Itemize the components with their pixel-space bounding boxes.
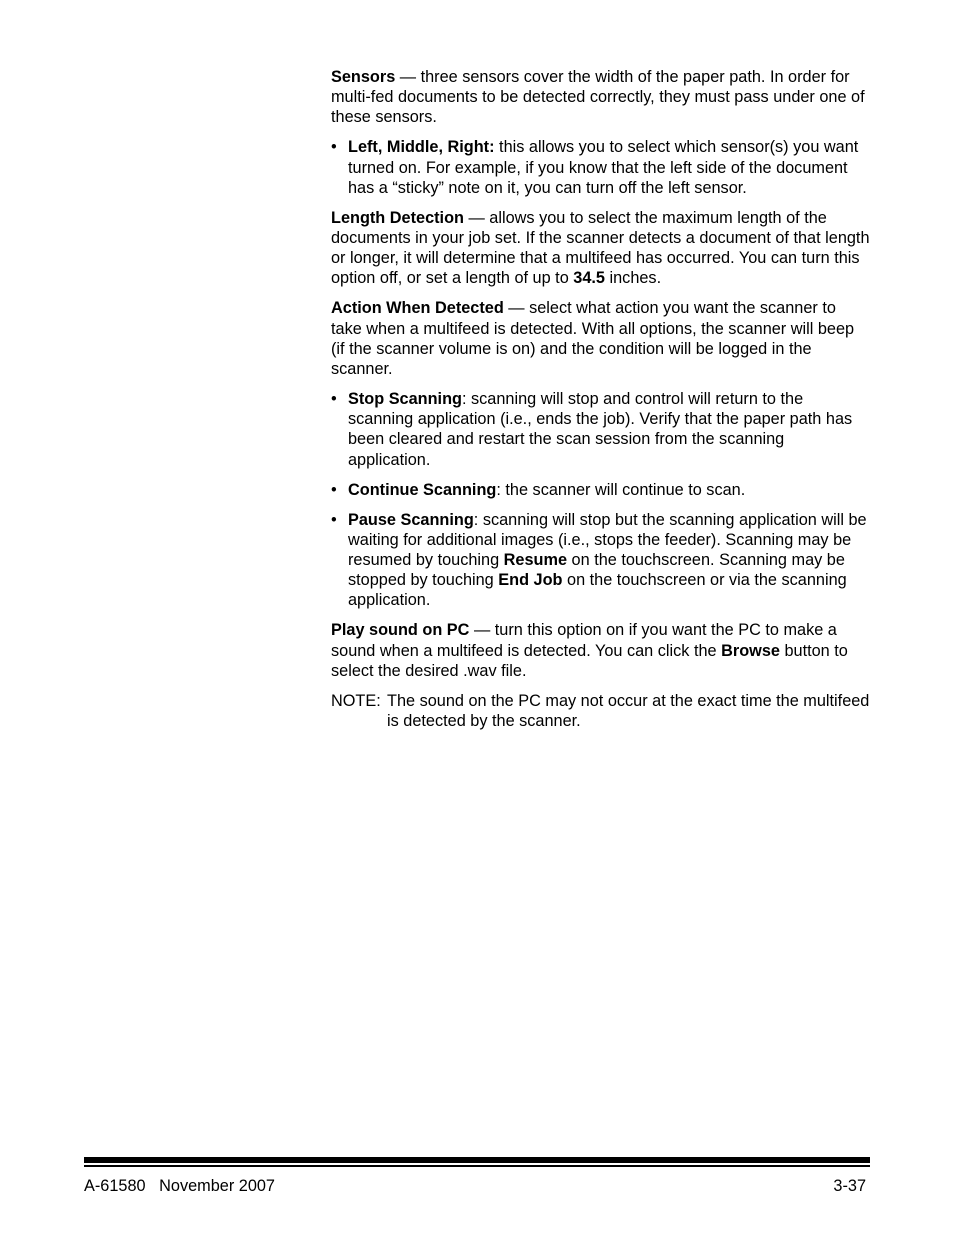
action-bullet-list [331,389,871,611]
list-item [331,137,871,198]
action-when-detected-paragraph [331,298,871,379]
length-detection-term: Length Detection [331,208,464,227]
list-item [331,510,871,611]
footer-rule-thick [84,1157,870,1163]
play-sound-bold-browse: Browse [721,641,780,660]
bullet-term: Pause Scanning [348,510,474,529]
sensors-text: — three sensors cover the width of the paper path. In order for multi-fed documents to be detected correctly, they must pass under one of these sensors. [331,68,865,127]
bullet-dot: • [331,138,337,157]
bullet-text-1: : scanning will stop but the scanning application will be waiting for additional images (i.e., stops the feeder). Scanning may be resumed by touching [348,510,867,570]
bullet-term: Stop Scanning [348,390,462,409]
length-detection-text-1: — allows you to select the maximum length of the documents in your job set. If the scanner detects a document of that length or longer, it will determine that a multifeed has occurred. You can turn this option off, or set a length of up to [331,208,870,288]
bullet-bold-end-job: End Job [498,571,563,590]
play-sound-text-2: button to select the desired .wav file. [331,641,848,680]
sensors-bullet-list [331,137,871,198]
bullet-text: : scanning will stop and control will return to the scanning application (i.e., ends the job). Verify that the paper path has been cleared and restart the scan session from the scanning application. [348,390,853,469]
footer-rule-thin [84,1165,870,1167]
play-sound-text-1: — turn this option on if you want the PC to make a sound when a multifeed is detected. You can click the [331,621,837,660]
bullet-dot: • [331,510,337,529]
bullet-dot: • [331,480,337,499]
bullet-text-2: on the touchscreen. Scanning may be stopped by touching [348,551,845,590]
play-sound-term: Play sound on PC [331,621,470,640]
action-when-detected-term: Action When Detected [331,299,504,318]
note-text: The sound on the PC may not occur at the exact time the multifeed is detected by the scanner. [387,691,870,731]
bullet-text: this allows you to select which sensor(s) you want turned on. For example, if you know that the left side of the document has a “sticky” note on it, you can turn off the left sensor. [348,138,859,197]
footer-page-number: 3-37 [833,1177,866,1195]
bullet-bold-resume: Resume [503,551,568,570]
bullet-term: Continue Scanning [348,480,497,499]
list-item [331,480,871,500]
length-detection-paragraph [331,208,871,289]
bullet-text: : the scanner will continue to scan. [496,480,746,499]
length-detection-value: 34.5 [573,269,605,288]
action-when-detected-text: — select what action you want the scanner to take when a multifeed is detected. With all options, the scanner will beep (if the scanner volume is on) and the condition will be logged in the scanner. [331,299,855,379]
list-item [331,389,871,470]
note-label: NOTE: [331,691,381,710]
note-paragraph [331,691,871,731]
bullet-term: Left, Middle, Right: [348,138,495,157]
bullet-dot: • [331,390,337,409]
sensors-term: Sensors [331,68,396,86]
bullet-text-3: on the touchscreen or via the scanning application. [348,571,847,610]
page-content [331,67,871,731]
footer-date: November 2007 [159,1177,275,1195]
play-sound-paragraph [331,620,871,681]
length-detection-text-2: inches. [604,269,662,288]
sensors-paragraph [331,67,871,128]
footer-doc-id: A-61580 [84,1177,146,1195]
footer-left [84,1176,275,1196]
